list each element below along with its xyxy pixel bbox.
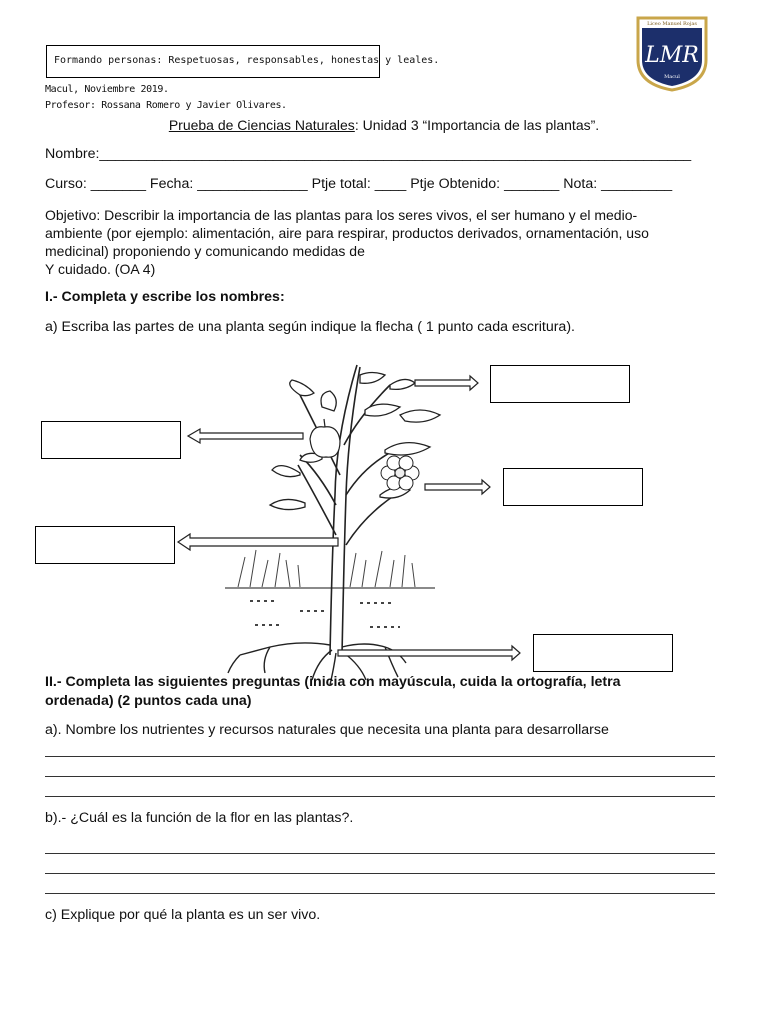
teachers: Profesor: Rossana Romero y Javier Olivares.	[45, 100, 287, 111]
page-title	[0, 117, 768, 133]
objective-line3: medicinal) proponiendo y comunicando medidas de	[45, 243, 365, 259]
title-rest: : Unidad 3 “Importancia de las plantas”.	[354, 117, 600, 133]
name-field[interactable]: Nombre:___________________________________________________________________________	[45, 146, 692, 162]
arrow-left-stem	[178, 534, 338, 550]
leaf	[290, 380, 314, 396]
section2-heading-line2: ordenada) (2 puntos cada una)	[45, 693, 252, 709]
objective-line1: Describir la importancia de las plantas para los seres vivos, el ser humano y el medio-	[100, 207, 638, 223]
objective-line2: ambiente (por ejemplo: alimentación, aire para respirar, productos derivados, ornamentación, uso	[45, 225, 649, 241]
course-date-score-row[interactable]: Curso: _______ Fecha: ______________ Ptje total: ____ Ptje Obtenido: _______ Nota: _________	[45, 176, 673, 192]
leaf	[360, 373, 385, 384]
section2-heading-line1: II.- Completa las siguientes preguntas (inicia con mayúscula, cuida la ortografía, letra	[45, 674, 621, 690]
objective	[45, 206, 725, 278]
answer-box-leaf[interactable]	[490, 365, 630, 403]
school-logo	[636, 16, 708, 92]
arrows	[178, 376, 520, 660]
section1-instruction: a) Escriba las partes de una planta según indique la flecha ( 1 punto cada escritura).	[45, 319, 575, 335]
leaf	[385, 443, 430, 455]
objective-label: Objetivo:	[45, 207, 101, 223]
logo-monogram: LMR	[645, 43, 699, 68]
answer-box-flower[interactable]	[503, 468, 643, 506]
logo-bottom-text: Macul	[664, 74, 680, 80]
flower	[381, 456, 419, 490]
ground	[225, 550, 435, 627]
motto-text: Formando personas: Respetuosas, responsables, honestas y leales.	[54, 55, 440, 66]
arrow-right-root	[338, 646, 520, 660]
answer-line[interactable]	[45, 776, 715, 777]
leaf	[321, 391, 336, 411]
answer-box-fruit[interactable]	[41, 421, 181, 459]
answer-line[interactable]	[45, 873, 715, 874]
answer-box-root[interactable]	[533, 634, 673, 672]
title-prefix: Prueba de Ciencias Naturales	[168, 117, 355, 133]
motto-box	[46, 45, 440, 78]
question-b: b).- ¿Cuál es la función de la flor en las plantas?.	[45, 810, 354, 826]
leaf	[400, 410, 440, 422]
leaf	[390, 379, 415, 389]
answer-box-stem[interactable]	[35, 526, 175, 564]
section1-heading: I.- Completa y escribe los nombres:	[45, 289, 285, 305]
objective-line4: Y cuidado. (OA 4)	[45, 261, 156, 277]
answer-line[interactable]	[45, 796, 715, 797]
question-a: a). Nombre los nutrientes y recursos naturales que necesita una planta para desarrollarse	[45, 722, 609, 738]
answer-line[interactable]	[45, 756, 715, 757]
answer-line[interactable]	[45, 893, 715, 894]
question-c: c) Explique por qué la planta es un ser vivo.	[45, 907, 321, 923]
arrow-right-leaf	[415, 376, 478, 390]
leaf	[270, 499, 305, 509]
arrow-right-flower	[425, 480, 490, 494]
leaf	[272, 466, 300, 477]
arrow-left-fruit	[188, 429, 303, 443]
logo-top-text: Liceo Manuel Rojas	[647, 21, 697, 27]
place-date: Macul, Noviembre 2019.	[45, 84, 169, 95]
answer-line[interactable]	[45, 853, 715, 854]
